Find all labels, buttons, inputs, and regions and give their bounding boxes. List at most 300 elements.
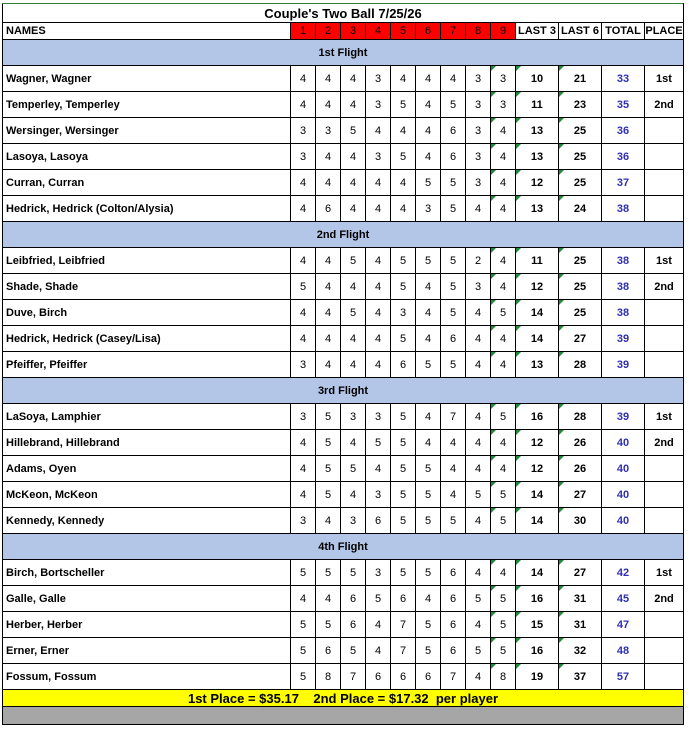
hole-score: 7 <box>391 638 416 664</box>
flight-heading: 4th Flight <box>3 534 684 560</box>
hole-score: 4 <box>466 664 491 690</box>
header-hole-4: 4 <box>366 23 391 40</box>
total-value: 40 <box>602 482 645 508</box>
hole-score: 5 <box>441 274 466 300</box>
hole-score: 3 <box>466 92 491 118</box>
last6-value: 32 <box>559 638 602 664</box>
total-value: 42 <box>602 560 645 586</box>
last6-value: 24 <box>559 196 602 222</box>
table-row <box>3 352 684 378</box>
hole-score: 4 <box>341 274 366 300</box>
hole-score: 4 <box>491 352 516 378</box>
hole-score: 5 <box>391 456 416 482</box>
hole-score: 3 <box>416 196 441 222</box>
hole-score: 3 <box>366 482 391 508</box>
player-names: Erner, Erner <box>3 638 291 664</box>
hole-score: 3 <box>341 404 366 430</box>
hole-score: 5 <box>316 612 341 638</box>
hole-score: 4 <box>316 352 341 378</box>
last6-value: 37 <box>559 664 602 690</box>
hole-score: 4 <box>341 66 366 92</box>
hole-score: 4 <box>466 456 491 482</box>
hole-score: 4 <box>341 482 366 508</box>
last6-value: 25 <box>559 118 602 144</box>
hole-score: 5 <box>416 482 441 508</box>
last6-value: 25 <box>559 144 602 170</box>
table-row <box>3 430 684 456</box>
place-value: 2nd <box>645 274 684 300</box>
hole-score: 4 <box>491 196 516 222</box>
hole-score: 5 <box>291 612 316 638</box>
hole-score: 5 <box>491 508 516 534</box>
hole-score: 4 <box>291 92 316 118</box>
place-value <box>645 118 684 144</box>
hole-score: 5 <box>441 92 466 118</box>
player-names: Hedrick, Hedrick (Colton/Alysia) <box>3 196 291 222</box>
player-names: Shade, Shade <box>3 274 291 300</box>
hole-score: 4 <box>366 352 391 378</box>
hole-score: 4 <box>491 326 516 352</box>
hole-score: 5 <box>391 248 416 274</box>
hole-score: 5 <box>416 508 441 534</box>
hole-score: 4 <box>291 196 316 222</box>
hole-score: 5 <box>491 638 516 664</box>
table-row <box>3 560 684 586</box>
hole-score: 5 <box>441 170 466 196</box>
hole-score: 5 <box>316 430 341 456</box>
hole-score: 4 <box>416 274 441 300</box>
hole-score: 4 <box>491 170 516 196</box>
hole-score: 4 <box>316 170 341 196</box>
hole-score: 5 <box>491 586 516 612</box>
hole-score: 5 <box>391 430 416 456</box>
last6-value: 25 <box>559 170 602 196</box>
hole-score: 5 <box>391 508 416 534</box>
hole-score: 4 <box>416 404 441 430</box>
table-row <box>3 248 684 274</box>
hole-score: 2 <box>466 248 491 274</box>
hole-score: 5 <box>441 300 466 326</box>
place-value <box>645 352 684 378</box>
header-last3: LAST 3 <box>516 23 559 40</box>
hole-score: 5 <box>391 404 416 430</box>
hole-score: 6 <box>341 612 366 638</box>
hole-score: 6 <box>441 326 466 352</box>
hole-score: 4 <box>491 456 516 482</box>
hole-score: 5 <box>416 456 441 482</box>
hole-score: 6 <box>391 664 416 690</box>
hole-score: 6 <box>441 586 466 612</box>
hole-score: 6 <box>441 144 466 170</box>
total-value: 39 <box>602 326 645 352</box>
player-names: Adams, Oyen <box>3 456 291 482</box>
hole-score: 4 <box>316 248 341 274</box>
last6-value: 26 <box>559 430 602 456</box>
hole-score: 5 <box>341 118 366 144</box>
hole-score: 6 <box>341 586 366 612</box>
table-row <box>3 300 684 326</box>
place-value <box>645 456 684 482</box>
player-names: Temperley, Temperley <box>3 92 291 118</box>
hole-score: 4 <box>291 300 316 326</box>
last3-value: 15 <box>516 612 559 638</box>
header-place: PLACE <box>645 23 684 40</box>
hole-score: 4 <box>466 560 491 586</box>
header-hole-6: 6 <box>416 23 441 40</box>
place-value <box>645 508 684 534</box>
total-value: 40 <box>602 456 645 482</box>
last3-value: 12 <box>516 170 559 196</box>
header-hole-2: 2 <box>316 23 341 40</box>
hole-score: 5 <box>341 560 366 586</box>
total-value: 57 <box>602 664 645 690</box>
table-row <box>3 92 684 118</box>
place-value <box>645 300 684 326</box>
place-value <box>645 664 684 690</box>
hole-score: 5 <box>466 586 491 612</box>
last6-value: 26 <box>559 456 602 482</box>
table-row <box>3 66 684 92</box>
table-row <box>3 404 684 430</box>
hole-score: 4 <box>416 66 441 92</box>
flight-heading: 3rd Flight <box>3 378 684 404</box>
hole-score: 4 <box>366 326 391 352</box>
last3-value: 12 <box>516 430 559 456</box>
hole-score: 5 <box>441 248 466 274</box>
hole-score: 7 <box>341 664 366 690</box>
hole-score: 7 <box>441 664 466 690</box>
hole-score: 6 <box>441 560 466 586</box>
hole-score: 3 <box>491 66 516 92</box>
hole-score: 4 <box>491 560 516 586</box>
player-names: Duve, Birch <box>3 300 291 326</box>
player-names: Wagner, Wagner <box>3 66 291 92</box>
hole-score: 4 <box>366 248 391 274</box>
hole-score: 5 <box>291 274 316 300</box>
hole-score: 4 <box>341 326 366 352</box>
hole-score: 5 <box>366 430 391 456</box>
hole-score: 4 <box>341 196 366 222</box>
hole-score: 3 <box>366 144 391 170</box>
table-row <box>3 144 684 170</box>
hole-score: 4 <box>466 196 491 222</box>
hole-score: 4 <box>491 248 516 274</box>
player-names: Galle, Galle <box>3 586 291 612</box>
hole-score: 4 <box>366 274 391 300</box>
hole-score: 5 <box>416 612 441 638</box>
total-value: 40 <box>602 430 645 456</box>
total-value: 39 <box>602 352 645 378</box>
hole-score: 4 <box>316 586 341 612</box>
total-value: 38 <box>602 274 645 300</box>
hole-score: 4 <box>466 326 491 352</box>
hole-score: 4 <box>341 92 366 118</box>
last3-value: 16 <box>516 586 559 612</box>
hole-score: 5 <box>316 404 341 430</box>
hole-score: 4 <box>366 456 391 482</box>
hole-score: 4 <box>316 508 341 534</box>
hole-score: 5 <box>391 482 416 508</box>
place-value <box>645 196 684 222</box>
header-total: TOTAL <box>602 23 645 40</box>
hole-score: 3 <box>366 66 391 92</box>
table-row <box>3 508 684 534</box>
hole-score: 4 <box>366 170 391 196</box>
last3-value: 16 <box>516 638 559 664</box>
place-value <box>645 144 684 170</box>
last6-value: 27 <box>559 326 602 352</box>
last3-value: 14 <box>516 326 559 352</box>
player-names: Lasoya, Lasoya <box>3 144 291 170</box>
total-value: 40 <box>602 508 645 534</box>
total-value: 48 <box>602 638 645 664</box>
hole-score: 3 <box>466 274 491 300</box>
hole-score: 4 <box>466 352 491 378</box>
prize-banner: 1st Place = $35.17 2nd Place = $17.32 per player <box>3 690 684 707</box>
total-value: 45 <box>602 586 645 612</box>
last3-value: 12 <box>516 274 559 300</box>
hole-score: 4 <box>291 482 316 508</box>
hole-score: 6 <box>441 638 466 664</box>
hole-score: 4 <box>416 430 441 456</box>
hole-score: 4 <box>316 144 341 170</box>
hole-score: 4 <box>291 248 316 274</box>
hole-score: 5 <box>391 144 416 170</box>
last3-value: 10 <box>516 66 559 92</box>
hole-score: 4 <box>441 456 466 482</box>
last6-value: 25 <box>559 300 602 326</box>
last3-value: 13 <box>516 118 559 144</box>
hole-score: 5 <box>441 508 466 534</box>
player-names: Pfeiffer, Pfeiffer <box>3 352 291 378</box>
player-names: Curran, Curran <box>3 170 291 196</box>
hole-score: 4 <box>491 274 516 300</box>
hole-score: 5 <box>441 196 466 222</box>
hole-score: 4 <box>466 508 491 534</box>
hole-score: 3 <box>291 404 316 430</box>
hole-score: 3 <box>466 66 491 92</box>
hole-score: 3 <box>491 92 516 118</box>
table-row <box>3 196 684 222</box>
hole-score: 5 <box>316 482 341 508</box>
total-value: 38 <box>602 248 645 274</box>
hole-score: 7 <box>441 404 466 430</box>
place-value: 2nd <box>645 430 684 456</box>
last3-value: 14 <box>516 300 559 326</box>
hole-score: 5 <box>341 638 366 664</box>
hole-score: 4 <box>416 92 441 118</box>
hole-score: 5 <box>466 638 491 664</box>
hole-score: 5 <box>491 482 516 508</box>
total-value: 39 <box>602 404 645 430</box>
hole-score: 4 <box>391 66 416 92</box>
hole-score: 4 <box>341 430 366 456</box>
place-value: 1st <box>645 66 684 92</box>
hole-score: 4 <box>466 430 491 456</box>
hole-score: 4 <box>291 326 316 352</box>
player-names: Leibfried, Leibfried <box>3 248 291 274</box>
hole-score: 4 <box>366 196 391 222</box>
hole-score: 4 <box>391 170 416 196</box>
hole-score: 4 <box>416 586 441 612</box>
hole-score: 4 <box>416 118 441 144</box>
place-value: 1st <box>645 404 684 430</box>
hole-score: 4 <box>366 612 391 638</box>
header-names: NAMES <box>3 23 291 40</box>
total-value: 36 <box>602 118 645 144</box>
table-row <box>3 482 684 508</box>
hole-score: 4 <box>316 300 341 326</box>
hole-score: 5 <box>441 352 466 378</box>
hole-score: 4 <box>291 66 316 92</box>
hole-score: 4 <box>341 352 366 378</box>
flight-heading: 2nd Flight <box>3 222 684 248</box>
hole-score: 3 <box>291 118 316 144</box>
header-hole-9: 9 <box>491 23 516 40</box>
sheet-title: Couple's Two Ball 7/25/26 <box>3 4 684 23</box>
total-value: 35 <box>602 92 645 118</box>
last3-value: 12 <box>516 456 559 482</box>
hole-score: 4 <box>416 300 441 326</box>
hole-score: 4 <box>316 274 341 300</box>
hole-score: 4 <box>491 118 516 144</box>
hole-score: 3 <box>366 404 391 430</box>
hole-score: 3 <box>466 170 491 196</box>
flight-heading: 1st Flight <box>3 40 684 66</box>
place-value: 1st <box>645 248 684 274</box>
hole-score: 5 <box>416 638 441 664</box>
hole-score: 5 <box>291 560 316 586</box>
player-names: Hedrick, Hedrick (Casey/Lisa) <box>3 326 291 352</box>
hole-score: 4 <box>366 638 391 664</box>
hole-score: 4 <box>366 300 391 326</box>
total-value: 47 <box>602 612 645 638</box>
player-names: Fossum, Fossum <box>3 664 291 690</box>
hole-score: 5 <box>316 456 341 482</box>
header-last6: LAST 6 <box>559 23 602 40</box>
table-row <box>3 118 684 144</box>
hole-score: 4 <box>316 326 341 352</box>
hole-score: 5 <box>391 274 416 300</box>
hole-score: 6 <box>391 586 416 612</box>
last6-value: 31 <box>559 586 602 612</box>
table-row <box>3 456 684 482</box>
hole-score: 5 <box>491 404 516 430</box>
player-names: LaSoya, Lamphier <box>3 404 291 430</box>
hole-score: 3 <box>291 144 316 170</box>
hole-score: 4 <box>316 66 341 92</box>
hole-score: 5 <box>291 664 316 690</box>
hole-score: 4 <box>341 144 366 170</box>
place-value <box>645 170 684 196</box>
hole-score: 5 <box>366 586 391 612</box>
hole-score: 5 <box>466 482 491 508</box>
scorecard-table <box>2 3 684 725</box>
hole-score: 4 <box>491 144 516 170</box>
table-row <box>3 326 684 352</box>
hole-score: 3 <box>466 144 491 170</box>
hole-score: 6 <box>441 118 466 144</box>
hole-score: 6 <box>366 508 391 534</box>
hole-score: 4 <box>466 612 491 638</box>
hole-score: 5 <box>391 560 416 586</box>
total-value: 37 <box>602 170 645 196</box>
last6-value: 25 <box>559 274 602 300</box>
hole-score: 5 <box>341 248 366 274</box>
last6-value: 27 <box>559 482 602 508</box>
hole-score: 4 <box>291 170 316 196</box>
last3-value: 14 <box>516 560 559 586</box>
player-names: Kennedy, Kennedy <box>3 508 291 534</box>
hole-score: 6 <box>316 638 341 664</box>
last6-value: 28 <box>559 404 602 430</box>
total-value: 38 <box>602 300 645 326</box>
last3-value: 16 <box>516 404 559 430</box>
table-row <box>3 586 684 612</box>
hole-score: 8 <box>316 664 341 690</box>
hole-score: 4 <box>341 170 366 196</box>
table-row <box>3 612 684 638</box>
last6-value: 30 <box>559 508 602 534</box>
table-row <box>3 664 684 690</box>
hole-score: 3 <box>466 118 491 144</box>
last3-value: 11 <box>516 92 559 118</box>
table-row <box>3 170 684 196</box>
hole-score: 6 <box>316 196 341 222</box>
place-value: 2nd <box>645 586 684 612</box>
last3-value: 14 <box>516 482 559 508</box>
header-hole-7: 7 <box>441 23 466 40</box>
hole-score: 6 <box>391 352 416 378</box>
table-row <box>3 638 684 664</box>
last3-value: 13 <box>516 196 559 222</box>
last3-value: 14 <box>516 508 559 534</box>
hole-score: 7 <box>391 612 416 638</box>
hole-score: 4 <box>491 430 516 456</box>
last6-value: 25 <box>559 248 602 274</box>
hole-score: 4 <box>291 430 316 456</box>
hole-score: 4 <box>466 300 491 326</box>
last6-value: 28 <box>559 352 602 378</box>
hole-score: 5 <box>341 300 366 326</box>
hole-score: 4 <box>391 196 416 222</box>
hole-score: 3 <box>291 508 316 534</box>
hole-score: 5 <box>491 612 516 638</box>
last3-value: 19 <box>516 664 559 690</box>
place-value <box>645 638 684 664</box>
hole-score: 5 <box>316 560 341 586</box>
hole-score: 3 <box>366 92 391 118</box>
last6-value: 27 <box>559 560 602 586</box>
hole-score: 4 <box>316 92 341 118</box>
hole-score: 5 <box>416 248 441 274</box>
hole-score: 6 <box>366 664 391 690</box>
total-value: 33 <box>602 66 645 92</box>
hole-score: 4 <box>391 118 416 144</box>
hole-score: 5 <box>391 326 416 352</box>
hole-score: 8 <box>491 664 516 690</box>
hole-score: 4 <box>416 144 441 170</box>
place-value <box>645 482 684 508</box>
hole-score: 4 <box>291 586 316 612</box>
hole-score: 5 <box>391 92 416 118</box>
place-value <box>645 612 684 638</box>
hole-score: 5 <box>291 638 316 664</box>
last6-value: 23 <box>559 92 602 118</box>
player-names: Birch, Bortscheller <box>3 560 291 586</box>
total-value: 36 <box>602 144 645 170</box>
hole-score: 4 <box>441 430 466 456</box>
